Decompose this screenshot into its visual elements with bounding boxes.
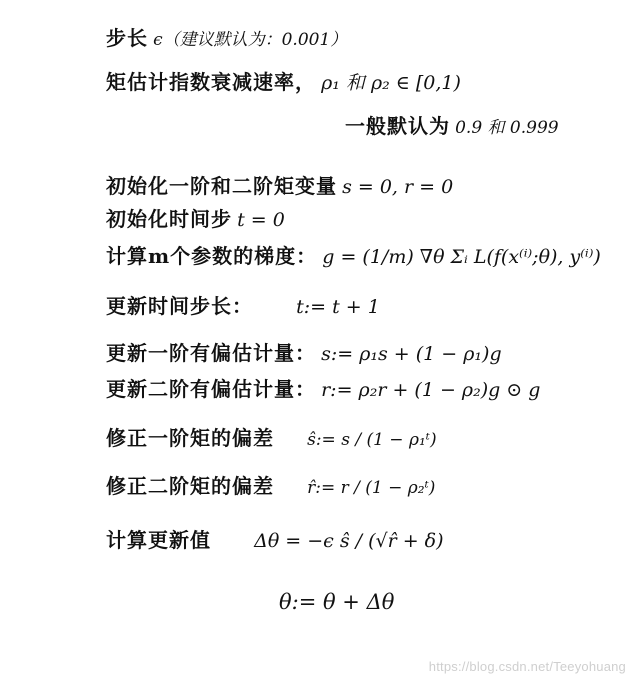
- init-time-label: 初始化时间步: [106, 207, 232, 231]
- init-time-math: t = 0: [237, 209, 285, 231]
- update-second-moment-math: r:= ρ₂r + (1 − ρ₂)g ⊙ g: [321, 379, 541, 401]
- decay-rates-math: ρ₁ 和 ρ₂ ∈ [0,1): [321, 72, 461, 94]
- step-size-label: 步长: [106, 26, 148, 50]
- watermark: https://blog.csdn.net/Teeyohuang: [428, 659, 626, 674]
- line-compute-update: [106, 530, 444, 551]
- update-first-moment-label: 更新一阶有偏估计量：: [106, 341, 316, 365]
- line-init-time: [106, 209, 285, 230]
- line-apply-update: [279, 592, 394, 613]
- gradient-math: g = (1/m) ∇θ Σᵢ L(f(x⁽ⁱ⁾;θ), y⁽ⁱ⁾): [322, 246, 601, 268]
- line-update-time: [106, 296, 380, 317]
- correct-second-moment-label: 修正二阶矩的偏差: [106, 474, 274, 498]
- update-first-moment-math: s:= ρ₁s + (1 − ρ₁)g: [321, 343, 502, 365]
- line-correct-second-moment: [106, 476, 435, 497]
- line-step-size: [106, 28, 347, 49]
- update-time-label: 更新时间步长：: [106, 294, 253, 318]
- line-gradient: [106, 246, 601, 267]
- line-default-values: [345, 116, 559, 137]
- init-moments-math: s = 0, r = 0: [342, 176, 454, 198]
- correct-first-moment-math: ŝ:= s / (1 − ρ₁ᵗ): [307, 430, 437, 450]
- line-init-moments: [106, 176, 453, 197]
- compute-update-math: Δθ = −ϵ ŝ / (√r̂ + δ): [254, 530, 444, 552]
- gradient-label: 计算m个参数的梯度：: [106, 244, 318, 268]
- line-update-first-moment: [106, 343, 502, 364]
- line-decay-rates: [106, 72, 461, 93]
- update-second-moment-label: 更新二阶有偏估计量：: [106, 377, 316, 401]
- line-update-second-moment: [106, 379, 540, 400]
- init-moments-label: 初始化一阶和二阶矩变量: [106, 174, 337, 198]
- correct-second-moment-math: r̂:= r / (1 − ρ₂ᵗ): [307, 478, 436, 498]
- update-time-math: t:= t + 1: [296, 296, 380, 318]
- default-values-label: 一般默认为: [345, 114, 450, 138]
- correct-first-moment-label: 修正一阶矩的偏差: [106, 426, 274, 450]
- decay-rates-label: 矩估计指数衰减速率，: [106, 70, 316, 94]
- compute-update-label: 计算更新值: [106, 528, 211, 552]
- apply-update-math: θ:= θ + Δθ: [279, 590, 395, 614]
- line-correct-first-moment: [106, 428, 437, 449]
- default-values-math: 0.9 和 0.999: [455, 118, 559, 138]
- step-size-math: ϵ（建议默认为：0.001）: [153, 30, 348, 50]
